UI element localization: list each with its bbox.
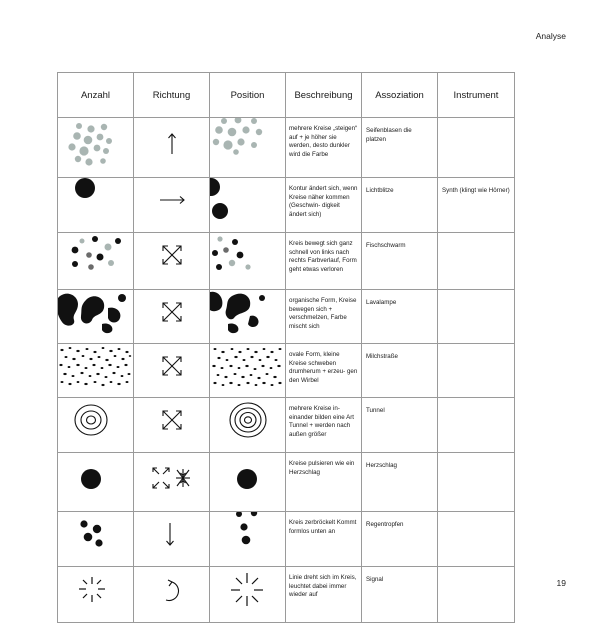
speckle-pattern-illustration [58, 344, 134, 388]
arrows-outward-icon [134, 290, 210, 334]
dot-swarm-illustration [58, 233, 134, 280]
table-row [58, 398, 515, 453]
instrument-cell [438, 398, 515, 453]
arrow-down-icon [134, 512, 210, 557]
association-cell: Seifenblasen die platzen [362, 118, 438, 178]
arrows-outward-icon [134, 398, 210, 443]
page-number: 19 [556, 578, 566, 588]
anzahl-cell [58, 290, 134, 344]
position-cell [210, 118, 286, 178]
circles-approaching-illustration [210, 178, 286, 223]
richtung-cell [134, 233, 210, 290]
lava-blobs-illustration [58, 290, 134, 334]
table-row [58, 233, 515, 290]
table-row [58, 178, 515, 233]
association-cell: Fischschwarm [362, 233, 438, 290]
table-row [58, 290, 515, 344]
description-cell: ovale Form, kleine Kreise schweben drumherum + erzeu- gen den Wirbel [286, 344, 362, 398]
association-cell: Lavalampe [362, 290, 438, 344]
concentric-rings-illustration [58, 398, 134, 443]
header-row [58, 73, 515, 118]
instrument-cell [438, 233, 515, 290]
position-cell [210, 398, 286, 453]
position-cell [210, 290, 286, 344]
large-circle-illustration [58, 178, 134, 223]
description-cell: Kreis bewegt sich ganz schnell von links nach rechts Farbverlauf, Form geht etwas verloren [286, 233, 362, 290]
anzahl-cell [58, 512, 134, 567]
arrow-right-icon [134, 178, 210, 223]
richtung-cell [134, 178, 210, 233]
richtung-cell [134, 118, 210, 178]
concentric-rings-illustration [210, 398, 286, 443]
arrows-outward-icon [134, 233, 210, 280]
instrument-cell [438, 118, 515, 178]
richtung-cell [134, 453, 210, 512]
association-cell: Milchstraße [362, 344, 438, 398]
instrument-cell [438, 512, 515, 567]
dot-swarm-illustration [210, 233, 286, 280]
description-cell: Kreise pulsieren wie ein Herzschlag [286, 453, 362, 512]
description-cell: Linie dreht sich im Kreis, leuchtet dabei immer wieder auf [286, 567, 362, 623]
grey-bubbles-top-illustration [210, 118, 286, 168]
anzahl-cell [58, 453, 134, 512]
anzahl-cell [58, 398, 134, 453]
instrument-cell [438, 453, 515, 512]
description-cell: organische Form, Kreise bewegen sich + verschmelzen, Farbe mischt sich [286, 290, 362, 344]
description-cell: Kontur ändert sich, wenn Kreise näher kommen (Geschwin- digkeit ändert sich) [286, 178, 362, 233]
solid-circle-illustration [58, 453, 134, 502]
table-row [58, 453, 515, 512]
anzahl-cell [58, 118, 134, 178]
association-cell: Lichtblitze [362, 178, 438, 233]
header-position: Position [210, 73, 286, 118]
anzahl-cell [58, 567, 134, 623]
lava-blobs-illustration [210, 290, 286, 334]
table-row [58, 567, 515, 623]
radiating-lines-illustration [210, 567, 286, 613]
arrows-pulse-icon [134, 453, 210, 502]
richtung-cell [134, 398, 210, 453]
association-cell: Tunnel [362, 398, 438, 453]
arrow-up-icon [134, 118, 210, 168]
position-cell [210, 567, 286, 623]
richtung-cell [134, 290, 210, 344]
description-cell: mehrere Kreise in- einander bilden eine Art Tunnel + werden nach außen größer [286, 398, 362, 453]
table-row [58, 344, 515, 398]
arrow-rotate-icon [134, 567, 210, 613]
richtung-cell [134, 344, 210, 398]
header-beschreibung: Beschreibung [286, 73, 362, 118]
position-cell [210, 344, 286, 398]
crumbling-dots-illustration [210, 512, 286, 557]
radiating-lines-illustration [58, 567, 134, 613]
header-richtung: Richtung [134, 73, 210, 118]
description-cell: Kreis zerbröckelt Kommt formlos unten an [286, 512, 362, 567]
association-cell: Regentropfen [362, 512, 438, 567]
instrument-cell [438, 567, 515, 623]
richtung-cell [134, 512, 210, 567]
association-cell: Herzschlag [362, 453, 438, 512]
anzahl-cell [58, 344, 134, 398]
position-cell [210, 178, 286, 233]
grey-bubbles-illustration [58, 118, 134, 168]
speckle-pattern-illustration [210, 344, 286, 388]
position-cell [210, 453, 286, 512]
header-assoziation: Assoziation [362, 73, 438, 118]
section-header: Analyse [535, 31, 566, 41]
header-anzahl: Anzahl [58, 73, 134, 118]
position-cell [210, 512, 286, 567]
table-row [58, 512, 515, 567]
richtung-cell [134, 567, 210, 623]
arrows-outward-icon [134, 344, 210, 388]
header-instrument: Instrument [438, 73, 515, 118]
table-row [58, 118, 515, 178]
instrument-cell [438, 344, 515, 398]
crumbling-dots-illustration [58, 512, 134, 557]
solid-circle-illustration [210, 453, 286, 502]
position-cell [210, 233, 286, 290]
anzahl-cell [58, 233, 134, 290]
association-cell: Signal [362, 567, 438, 623]
instrument-cell [438, 290, 515, 344]
instrument-cell: Synth (klingt wie Hörner) [438, 178, 515, 233]
analysis-table [57, 72, 515, 623]
anzahl-cell [58, 178, 134, 233]
description-cell: mehrere Kreise „steigen“ auf + je höher sie werden, desto dunkler wird die Farbe [286, 118, 362, 178]
